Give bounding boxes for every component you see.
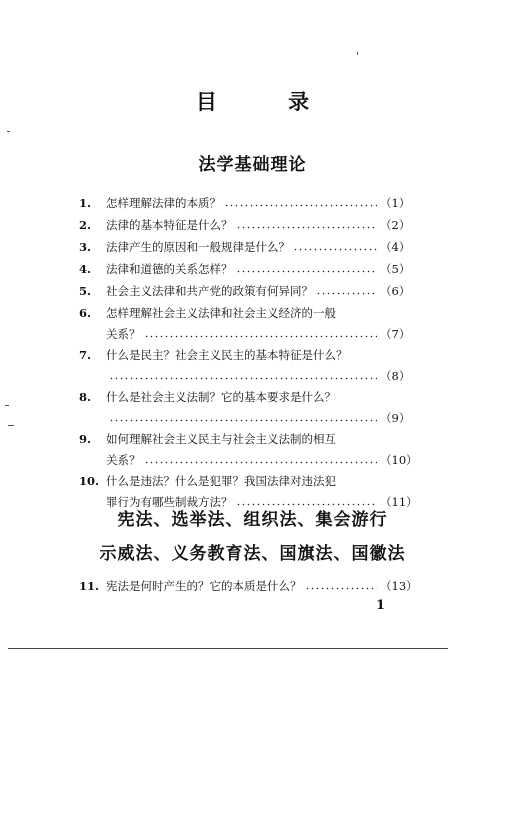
toc-entry-line xyxy=(79,408,411,428)
entry-number: 4. xyxy=(79,262,92,276)
toc-entry xyxy=(79,386,411,428)
entry-number: 9. xyxy=(79,432,92,446)
toc-entry-line xyxy=(79,236,411,258)
entry-text: 什么是民主？社会主义民主的基本特征是什么？ xyxy=(106,348,348,362)
section-title-line: 宪法、选举法、组织法、集会游行 xyxy=(117,510,388,530)
toc-entry-line xyxy=(79,470,408,492)
toc-entry xyxy=(79,280,411,302)
scan-speck xyxy=(8,425,14,426)
toc-entry xyxy=(79,192,411,214)
dot-leader xyxy=(224,200,377,211)
dot-leader xyxy=(144,331,378,342)
entry-number: 3. xyxy=(79,240,92,254)
dot-leader xyxy=(316,288,377,299)
entry-number: 8. xyxy=(79,390,92,404)
toc-entry xyxy=(79,344,411,386)
entry-text: 法律和道德的关系怎样？ xyxy=(106,262,233,276)
toc-entry-line xyxy=(79,450,418,470)
page-title: 目 录 xyxy=(195,89,342,114)
toc-entry-line xyxy=(79,192,411,214)
toc-entry-line xyxy=(79,344,408,366)
scan-speck xyxy=(7,131,10,132)
entry-text: 罪行为有哪些制裁方法？ xyxy=(106,495,233,509)
toc-entry xyxy=(79,258,411,280)
entry-number: 2. xyxy=(79,218,92,232)
dot-leader xyxy=(236,222,378,233)
entry-number: 10. xyxy=(79,474,100,488)
dot-leader xyxy=(109,415,377,426)
toc-entry-line xyxy=(79,366,411,386)
page-number: 1 xyxy=(376,598,386,613)
toc-entry xyxy=(79,302,411,344)
toc-entry-line xyxy=(79,324,411,344)
scan-rule-line xyxy=(8,648,448,649)
entry-page: （11） xyxy=(380,495,418,509)
entry-text: 社会主义法律和共产党的政策有何异同？ xyxy=(106,284,313,298)
dot-leader xyxy=(236,266,378,277)
entry-page: （5） xyxy=(380,262,411,276)
entry-number: 5. xyxy=(79,284,92,298)
entry-text: 什么是社会主义法制？它的基本要求是什么？ xyxy=(106,390,336,404)
entry-text: 宪法是何时产生的？它的本质是什么？ xyxy=(106,579,302,593)
toc-entry xyxy=(79,428,418,470)
entry-page: （10） xyxy=(380,453,418,467)
entry-text: 怎样理解社会主义法律和社会主义经济的一般 xyxy=(106,306,336,320)
scan-speck xyxy=(5,405,9,406)
entry-page: （2） xyxy=(380,218,411,232)
entry-text: 关系？ xyxy=(106,453,141,467)
entry-text: 如何理解社会主义民主与社会主义法制的相互 xyxy=(106,432,336,446)
dot-leader xyxy=(293,244,377,255)
toc-entry-line xyxy=(79,575,418,597)
toc-entry-line xyxy=(79,214,411,236)
entry-page: （8） xyxy=(380,369,411,383)
scan-speck xyxy=(357,52,358,55)
toc-entry-line xyxy=(79,428,408,450)
entry-page: （6） xyxy=(380,284,411,298)
entry-page: （1） xyxy=(380,196,411,210)
entry-text: 关系？ xyxy=(106,327,141,341)
toc-entry-line xyxy=(79,280,411,302)
toc-entry xyxy=(79,214,411,236)
entry-text: 法律的基本特征是什么？ xyxy=(106,218,233,232)
entry-text: 什么是违法？什么是犯罪？我国法律对违法犯 xyxy=(106,474,336,488)
toc-list xyxy=(79,575,418,597)
dot-leader xyxy=(144,457,378,468)
entry-page: （13） xyxy=(380,579,418,593)
entry-page: （7） xyxy=(380,327,411,341)
section-title: 法学基础理论 xyxy=(198,155,307,175)
toc-entry-line xyxy=(79,258,411,280)
section-title-line: 示威法、义务教育法、国旗法、国徽法 xyxy=(99,544,406,564)
entry-page: （9） xyxy=(380,411,411,425)
entry-page: （4） xyxy=(380,240,411,254)
entry-number: 7. xyxy=(79,348,92,362)
entry-number: 11. xyxy=(79,579,100,593)
dot-leader xyxy=(305,583,378,594)
toc-entry-line xyxy=(79,302,408,324)
entry-text: 怎样理解法律的本质？ xyxy=(106,196,221,210)
toc-entry-line xyxy=(79,386,408,408)
entry-text: 法律产生的原因和一般规律是什么？ xyxy=(106,240,290,254)
entry-number: 1. xyxy=(79,196,92,210)
toc-entry xyxy=(79,236,411,258)
entry-number: 6. xyxy=(79,306,92,320)
toc-list xyxy=(79,192,418,512)
toc-entry xyxy=(79,575,418,597)
dot-leader xyxy=(109,373,377,384)
